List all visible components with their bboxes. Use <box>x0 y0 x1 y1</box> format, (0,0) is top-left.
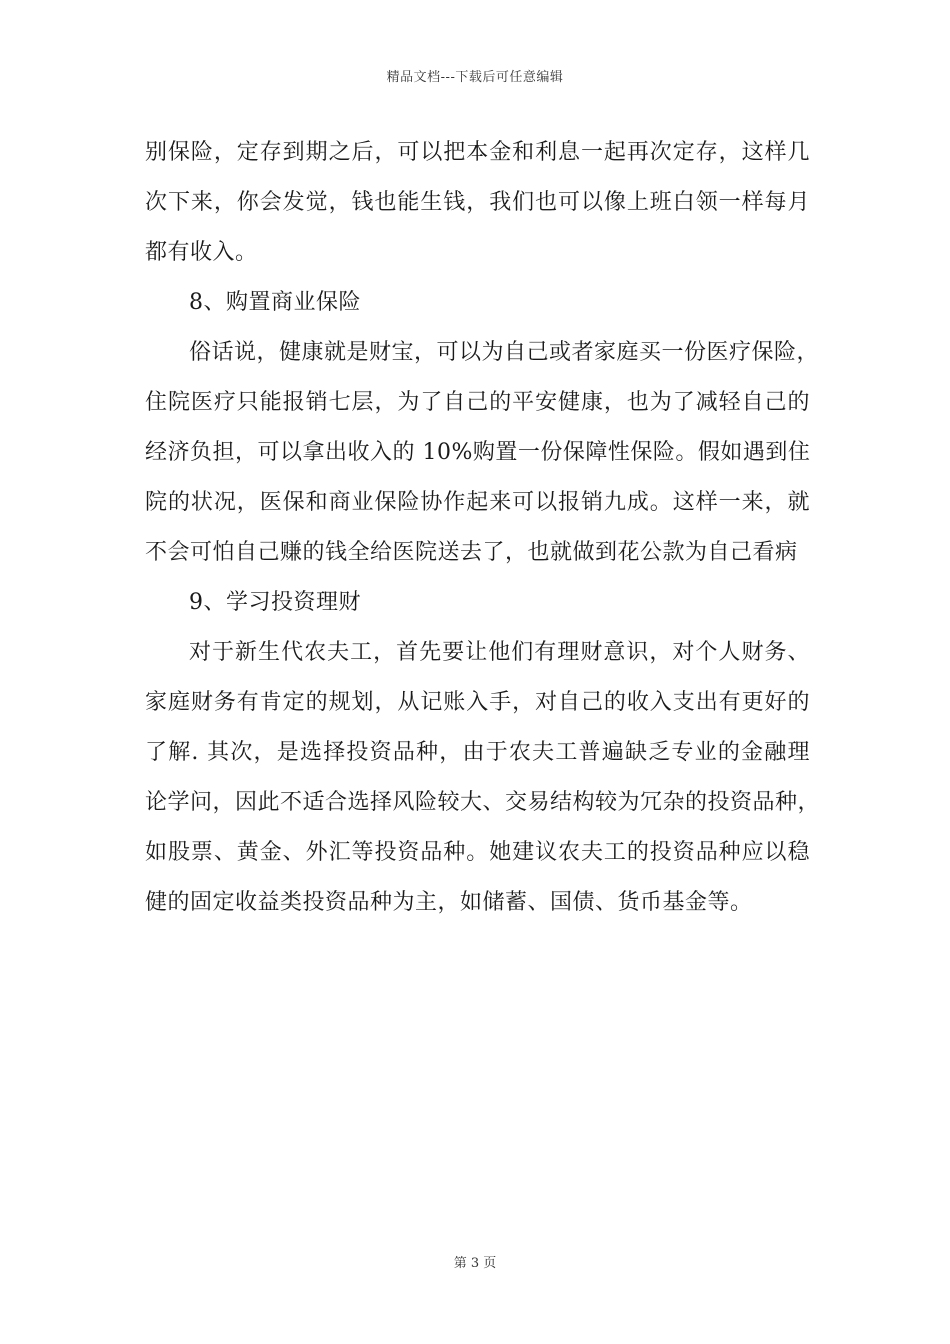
text-line: 健的固定收益类投资品种为主，如储蓄、国债、货币基金等。 <box>145 890 753 915</box>
text-line: 经济负担，可以拿出收入的 10%购置一份保障性保险。假如遇到住 <box>145 440 811 465</box>
document-body <box>145 128 821 928</box>
text-line: 别保险，定存到期之后，可以把本金和利息一起再次定存，这样几 <box>145 140 810 165</box>
text-line: 次下来，你会发觉，钱也能生钱，我们也可以像上班白领一样每月 <box>145 190 810 215</box>
text-line: 如股票、黄金、外汇等投资品种。她建议农夫工的投资品种应以稳 <box>145 840 810 865</box>
text-line: 家庭财务有肯定的规划，从记账入手，对自己的收入支出有更好的 <box>145 690 810 715</box>
text-line: 俗话说，健康就是财宝，可以为自己或者家庭买一份医疗保险， <box>189 340 820 365</box>
text-line: 都有收入。 <box>145 240 258 265</box>
text-line: 院的状况，医保和商业保险协作起来可以报销九成。这样一来，就 <box>145 490 810 515</box>
page-header: 精品文档---下载后可任意编辑 <box>386 70 564 85</box>
section-heading: 9、学习投资理财 <box>189 590 361 615</box>
text-line: 论学问，因此不适合选择风险较大、交易结构较为冗杂的投资品种， <box>145 790 821 815</box>
section-heading: 8、购置商业保险 <box>189 290 361 315</box>
text-line: 对于新生代农夫工，首先要让他们有理财意识，对个人财务、 <box>189 640 810 665</box>
text-line: 了解. 其次，是选择投资品种，由于农夫工普遍缺乏专业的金融理 <box>145 740 810 765</box>
text-line: 住院医疗只能报销七层，为了自己的平安健康，也为了减轻自己的 <box>145 390 810 415</box>
text-line: 不会可怕自己赚的钱全给医院送去了，也就做到花公款为自己看病 <box>145 540 798 565</box>
page-number: 第 3 页 <box>453 1256 497 1271</box>
